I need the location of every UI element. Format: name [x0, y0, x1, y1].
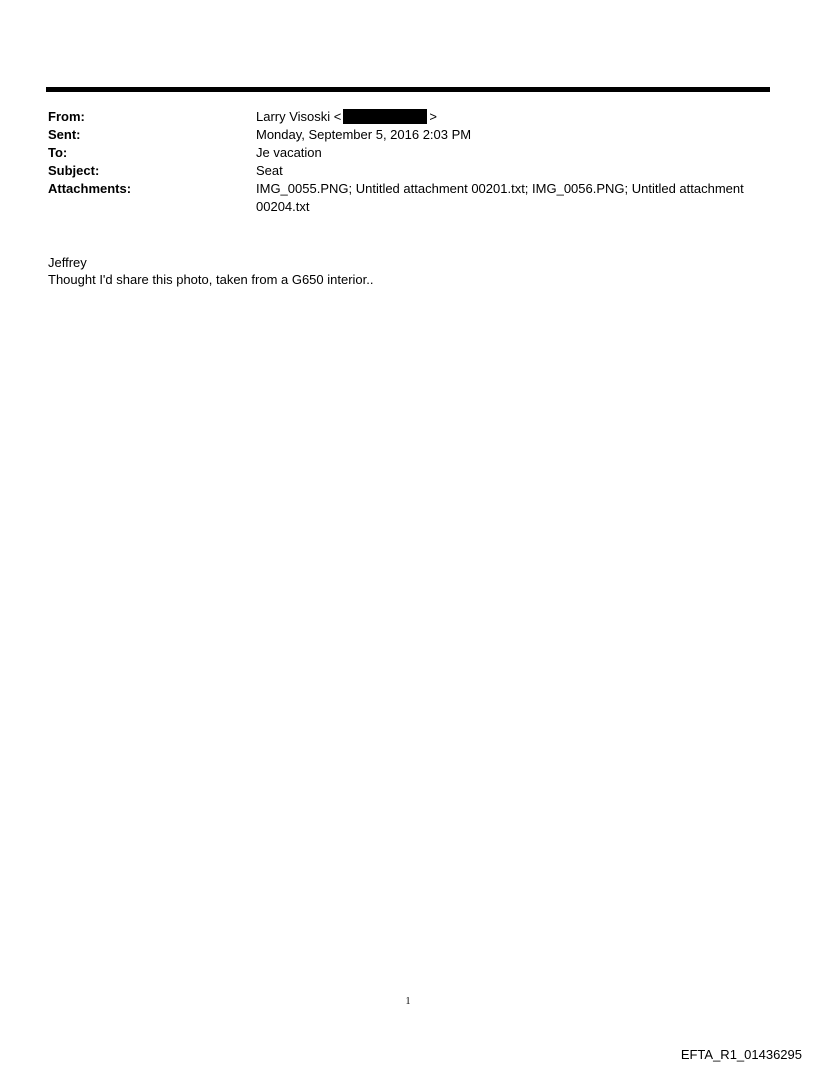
- sent-row: [48, 126, 764, 144]
- subject-label: Subject:: [48, 163, 100, 178]
- sent-value: Monday, September 5, 2016 2:03 PM: [256, 127, 472, 142]
- from-value: [256, 108, 764, 126]
- greeting: Jeffrey: [48, 255, 87, 270]
- document-id: EFTA_R1_01436295: [680, 1047, 802, 1062]
- sender-suffix: >: [429, 109, 437, 124]
- email-header: [48, 108, 764, 216]
- from-label: From:: [48, 109, 85, 124]
- from-row: [48, 108, 764, 126]
- sender-name: Larry Visoski <: [256, 109, 342, 124]
- email-body: [48, 254, 764, 288]
- sent-label: Sent:: [48, 127, 81, 142]
- subject-value: Seat: [256, 163, 283, 178]
- header-divider: [46, 87, 770, 92]
- attachments-label: Attachments:: [48, 181, 132, 196]
- attachments-value: IMG_0055.PNG; Untitled attachment 00201.txt; IMG_0056.PNG; Untitled attachment 00204.txt: [256, 181, 744, 214]
- attachments-row: [48, 180, 764, 216]
- to-value: Je vacation: [256, 145, 322, 160]
- body-text: Thought I'd share this photo, taken from a G650 interior..: [48, 272, 374, 287]
- to-label: To:: [48, 145, 68, 160]
- subject-row: [48, 162, 764, 180]
- page-number: 1: [405, 996, 411, 1007]
- redaction-box: [343, 109, 427, 124]
- to-row: [48, 144, 764, 162]
